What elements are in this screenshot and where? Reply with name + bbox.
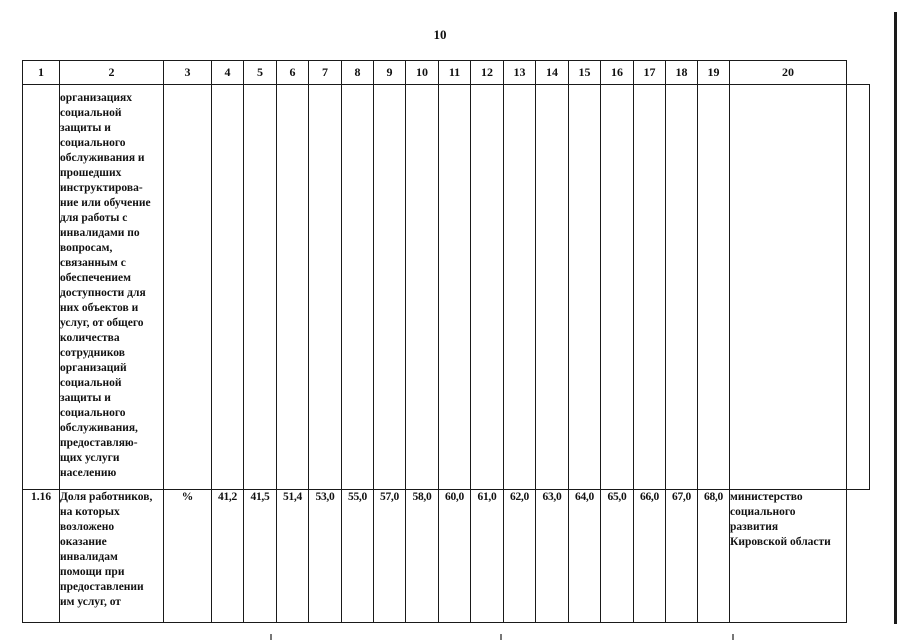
- value-cell: 53,0: [309, 490, 342, 623]
- indicators-table: [22, 60, 870, 623]
- value-cell: [439, 85, 471, 490]
- header-cell: 2: [60, 61, 164, 85]
- value-cell: 65,0: [601, 490, 634, 623]
- value-cell: 67,0: [666, 490, 698, 623]
- value-cell: [374, 85, 406, 490]
- value-cell: 41,5: [244, 490, 277, 623]
- value-cell: 68,0: [698, 490, 730, 623]
- scan-mark: [732, 634, 734, 640]
- header-cell: 13: [504, 61, 536, 85]
- value-cell: 51,4: [277, 490, 309, 623]
- row-number-cell: 1.16: [23, 490, 60, 623]
- value-cell: 41,2: [212, 490, 244, 623]
- value-cell: [634, 85, 666, 490]
- header-cell: 19: [698, 61, 730, 85]
- page-number: 10: [433, 27, 447, 42]
- value-cell: 63,0: [536, 490, 569, 623]
- header-cell: 17: [634, 61, 666, 85]
- header-cell: 12: [471, 61, 504, 85]
- header-cell: 20: [730, 61, 847, 85]
- value-cell: [406, 85, 439, 490]
- header-cell: 4: [212, 61, 244, 85]
- header-row: [23, 61, 870, 85]
- indicator-text-cell: Доля работников, на которых возложено оказание инвалидам помощи при предоставлении им услуг, от: [60, 490, 164, 623]
- value-cell: [277, 85, 309, 490]
- row-number-cell: [23, 85, 60, 490]
- value-cell: 62,0: [504, 490, 536, 623]
- header-cell: 16: [601, 61, 634, 85]
- header-cell: 18: [666, 61, 698, 85]
- value-cell: [569, 85, 601, 490]
- value-cell: [212, 85, 244, 490]
- value-cell: [309, 85, 342, 490]
- value-cell: [601, 85, 634, 490]
- header-cell: 15: [569, 61, 601, 85]
- value-cell: 60,0: [439, 490, 471, 623]
- table-row: [23, 85, 870, 490]
- header-cell: 9: [374, 61, 406, 85]
- scan-edge-line: [894, 12, 897, 624]
- value-cell: [666, 85, 698, 490]
- header-cell: 5: [244, 61, 277, 85]
- header-cell: 7: [309, 61, 342, 85]
- value-cell: 66,0: [634, 490, 666, 623]
- scan-mark: [500, 634, 502, 640]
- value-cell: [471, 85, 504, 490]
- scan-mark: [270, 634, 272, 640]
- header-cell: 6: [277, 61, 309, 85]
- value-cell: [504, 85, 536, 490]
- value-cell: [730, 85, 847, 490]
- value-cell: 55,0: [342, 490, 374, 623]
- value-cell: [536, 85, 569, 490]
- value-cell: [698, 85, 730, 490]
- value-cell: [244, 85, 277, 490]
- unit-cell: %: [164, 490, 212, 623]
- table-row: [23, 490, 870, 623]
- responsible-cell: [847, 85, 870, 490]
- header-cell: 10: [406, 61, 439, 85]
- header-cell: 1: [23, 61, 60, 85]
- header-cell: 8: [342, 61, 374, 85]
- header-cell: 14: [536, 61, 569, 85]
- value-cell: 61,0: [471, 490, 504, 623]
- value-cell: 58,0: [406, 490, 439, 623]
- value-cell: 64,0: [569, 490, 601, 623]
- header-cell: 11: [439, 61, 471, 85]
- unit-cell: [164, 85, 212, 490]
- header-cell: 3: [164, 61, 212, 85]
- indicator-text-cell: организациях социальной защиты и социального обслуживания и прошедших инструктирова- ние или обучение для работы с инвалидами по вопросам, связанным с обеспечением доступности для них объектов и услуг, от общего количества сотрудников организаций социальной защиты и социального обслуживания, предоставляю- щих услуги населению: [60, 85, 164, 490]
- value-cell: 57,0: [374, 490, 406, 623]
- responsible-cell: министерство социального развития Кировской области: [730, 490, 847, 623]
- value-cell: [342, 85, 374, 490]
